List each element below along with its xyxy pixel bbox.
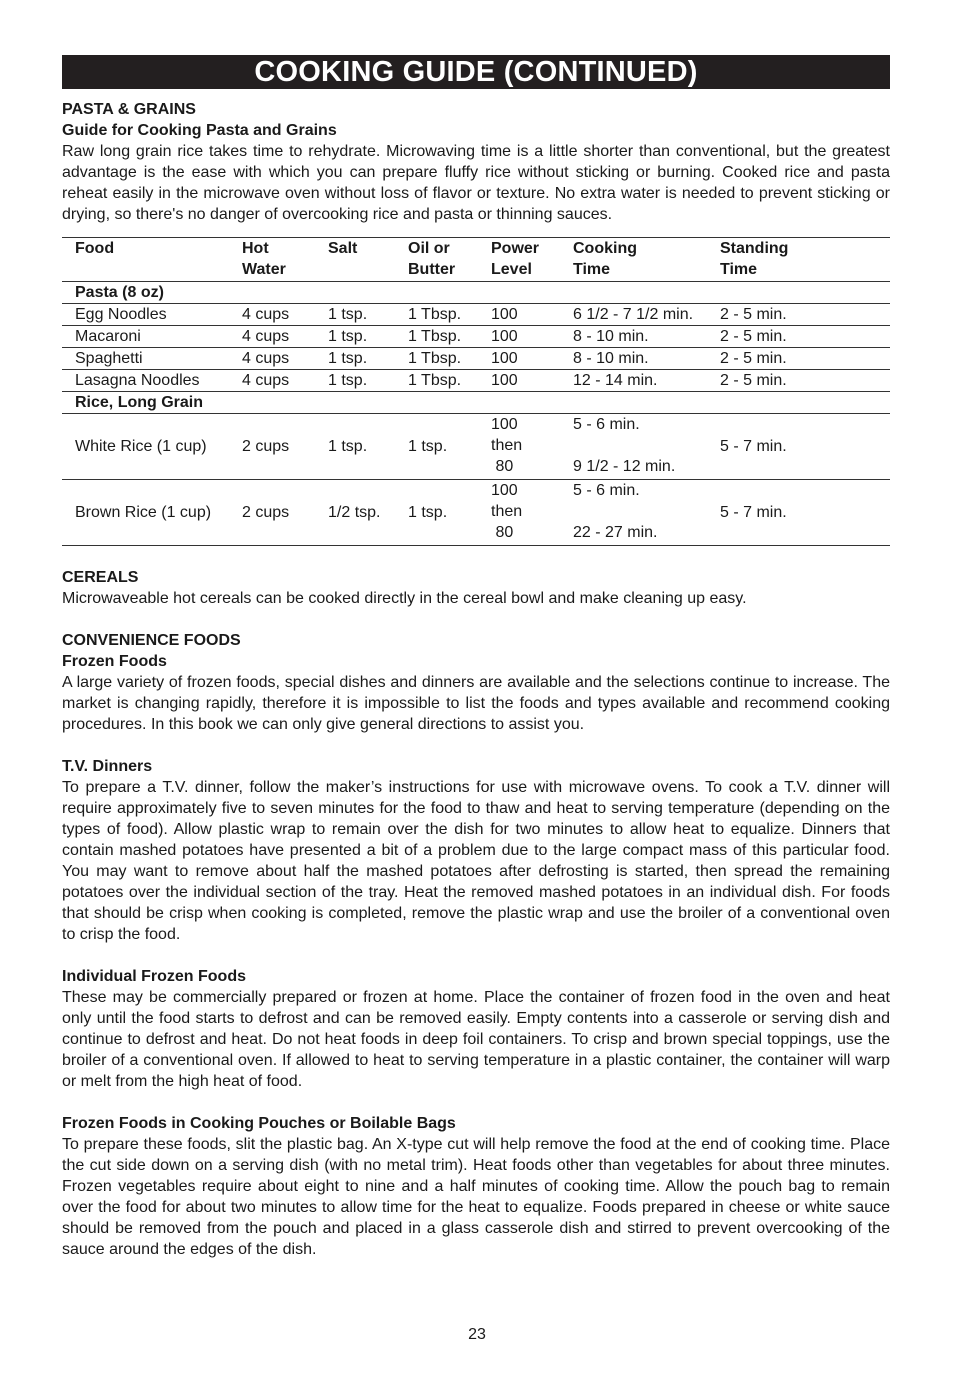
cell-food: Lasagna Noodles bbox=[75, 372, 200, 389]
cell-cook: 6 1/2 - 7 1/2 min. bbox=[573, 306, 694, 323]
header-level: Level bbox=[491, 261, 532, 278]
cell-cook: 8 - 10 min. bbox=[573, 350, 649, 367]
cell-stand: 2 - 5 min. bbox=[720, 328, 787, 345]
header-butter: Butter bbox=[408, 261, 456, 278]
power-then: then bbox=[491, 503, 523, 520]
cell-salt: 1 tsp. bbox=[328, 306, 368, 323]
cell-food: Spaghetti bbox=[75, 350, 143, 367]
cell-cook bbox=[560, 414, 707, 480]
page-number: 23 bbox=[468, 1326, 486, 1343]
cell-cook bbox=[560, 480, 707, 546]
table-row bbox=[62, 370, 890, 392]
page-content bbox=[62, 55, 890, 1260]
header-hot: Hot bbox=[242, 240, 269, 257]
cell-hot: 4 cups bbox=[242, 372, 290, 389]
cell-power: 100 bbox=[491, 306, 518, 323]
cell-food: Egg Noodles bbox=[75, 306, 167, 323]
cell-oil: 1 Tbsp. bbox=[408, 328, 462, 345]
header-salt: Salt bbox=[328, 240, 358, 257]
cell-salt: 1 tsp. bbox=[328, 328, 368, 345]
cell-power: 100 bbox=[491, 328, 518, 345]
cell-cook: 12 - 14 min. bbox=[573, 372, 658, 389]
pasta-heading: PASTA & GRAINS bbox=[62, 101, 196, 118]
section-rice: Rice, Long Grain bbox=[75, 394, 204, 411]
header-oil: Oil or bbox=[408, 240, 450, 257]
cell-power: 100 bbox=[491, 350, 518, 367]
cell-power: 100 bbox=[491, 372, 518, 389]
pasta-body: Raw long grain rice takes time to rehydrate. Microwaving time is a little shorter than conventional, but the greatest advantage is the ease with which you can prepare fluffy rice without sticking or burning. Cooked rice and pasta reheat easily in the microwave oven without loss of flavor or texture. No extra water is needed to prevent sticking or drying, so there's no danger of overcooking rice and pasta or thinning sauces. bbox=[62, 143, 890, 223]
cell-hot: 4 cups bbox=[242, 328, 290, 345]
power-second: 80 bbox=[491, 458, 514, 475]
table-section-row bbox=[62, 392, 890, 414]
tv-dinners-body: To prepare a T.V. dinner, follow the maker’s instructions for use with microwave ovens. To cook a T.V. dinner will require approximately five to seven minutes for the food to thaw and heat to serving temperature (depending on the types of food). Allow plastic wrap to remain over the dish for two minutes to allow heat to equalize. Dinners that contain mashed potatoes have presented a bit of a problem due to the large compact mass of this particular food. You may want to remove about half the mashed potatoes after defrosting is started, then spread the remaining potatoes over the individual section of the tray. Heat the removed mashed potatoes in an individual dish. For foods that should be crisp when cooking is completed, remove the plastic wrap and use the broiler of a conventional oven to crisp the food. bbox=[62, 779, 890, 943]
page-banner: COOKING GUIDE (CONTINUED) bbox=[62, 55, 890, 89]
header-cooking: Cooking bbox=[573, 240, 637, 257]
header-water: Water bbox=[242, 261, 286, 278]
table-row bbox=[62, 304, 890, 326]
cell-power bbox=[478, 414, 560, 480]
header-standing-time: Time bbox=[720, 261, 758, 278]
cell-salt: 1 tsp. bbox=[328, 372, 368, 389]
cell-stand: 2 - 5 min. bbox=[720, 306, 787, 323]
pasta-subheading: Guide for Cooking Pasta and Grains bbox=[62, 122, 337, 139]
header-standing: Standing bbox=[720, 240, 789, 257]
cell-stand: 5 - 7 min. bbox=[720, 504, 787, 521]
cell-hot: 4 cups bbox=[242, 350, 290, 367]
frozen-foods-heading: Frozen Foods bbox=[62, 653, 167, 670]
cell-oil: 1 Tbsp. bbox=[408, 350, 462, 367]
cell-salt: 1/2 tsp. bbox=[328, 504, 381, 521]
cell-hot: 2 cups bbox=[242, 438, 290, 455]
pouches-heading: Frozen Foods in Cooking Pouches or Boilable Bags bbox=[62, 1115, 456, 1132]
cell-food: Brown Rice (1 cup) bbox=[75, 504, 212, 521]
cell-stand: 5 - 7 min. bbox=[720, 438, 787, 455]
cereals-body: Microwaveable hot cereals can be cooked directly in the cereal bowl and make cleaning up easy. bbox=[62, 590, 747, 607]
cell-stand: 2 - 5 min. bbox=[720, 372, 787, 389]
cell-oil: 1 tsp. bbox=[408, 504, 448, 521]
cook-second: 22 - 27 min. bbox=[573, 524, 658, 541]
cell-stand: 2 - 5 min. bbox=[720, 350, 787, 367]
cereals-heading: CEREALS bbox=[62, 569, 139, 586]
table-row bbox=[62, 326, 890, 348]
power-second: 80 bbox=[491, 524, 514, 541]
frozen-foods-body: A large variety of frozen foods, special dishes and dinners are available and the selections continue to increase. The market is changing rapidly, therefore it is impossible to list the foods and types available and recommend cooking procedures. In this book we can only give general directions to assist you. bbox=[62, 674, 890, 733]
cell-salt: 1 tsp. bbox=[328, 438, 368, 455]
table-row bbox=[62, 348, 890, 370]
convenience-heading: CONVENIENCE FOODS bbox=[62, 632, 241, 649]
tv-dinners-heading: T.V. Dinners bbox=[62, 758, 153, 775]
header-cooking-time: Time bbox=[573, 261, 611, 278]
header-food: Food bbox=[75, 240, 115, 257]
cell-hot: 4 cups bbox=[242, 306, 290, 323]
cell-hot: 2 cups bbox=[242, 504, 290, 521]
pouches-body: To prepare these foods, slit the plastic bag. An X-type cut will help remove the food at the end of cooking time. Place the cut side down on a serving dish (with no metal trim). Heat foods other than vegetables for about three minutes. Frozen vegetables require about eight to nine and a half minutes of cooking time. Allow the pouch bag to remain over the food for about two minutes to allow time for the heat to equalize. Foods prepared in cheese or white sauce should be removed from the pouch and placed in a glass casserole dish and stirred to prevent overcooking of the sauce around the edges of the dish. bbox=[62, 1136, 890, 1258]
cell-cook: 8 - 10 min. bbox=[573, 328, 649, 345]
cell-food: White Rice (1 cup) bbox=[75, 438, 207, 455]
individual-frozen-body: These may be commercially prepared or frozen at home. Place the container of frozen food in the oven and heat only until the food starts to defrost and can be removed easily. Empty contents into a casserole or serving dish and continue to defrost and heat. Do not heat foods in deep foil containers. To crisp and brown special toppings, use the broiler of a conventional oven. If allowed to heat to serving temperature in a plastic container, the container will warp or melt from the high heat of food. bbox=[62, 989, 890, 1090]
cell-power bbox=[478, 480, 560, 546]
power-first: 100 bbox=[491, 416, 518, 433]
section-pasta: Pasta (8 oz) bbox=[75, 284, 164, 301]
individual-frozen-heading: Individual Frozen Foods bbox=[62, 968, 246, 985]
cook-first: 5 - 6 min. bbox=[573, 416, 640, 433]
cell-food: Macaroni bbox=[75, 328, 141, 345]
cell-oil: 1 Tbsp. bbox=[408, 306, 462, 323]
table-section-row bbox=[62, 282, 890, 304]
cook-first: 5 - 6 min. bbox=[573, 482, 640, 499]
cooking-table bbox=[62, 237, 890, 546]
table-header-row bbox=[62, 238, 890, 282]
header-power: Power bbox=[491, 240, 540, 257]
power-first: 100 bbox=[491, 482, 518, 499]
power-then: then bbox=[491, 437, 523, 454]
table-row bbox=[62, 480, 890, 546]
cell-oil: 1 Tbsp. bbox=[408, 372, 462, 389]
cook-second: 9 1/2 - 12 min. bbox=[573, 458, 676, 475]
cell-oil: 1 tsp. bbox=[408, 438, 448, 455]
table-row bbox=[62, 414, 890, 480]
cell-salt: 1 tsp. bbox=[328, 350, 368, 367]
